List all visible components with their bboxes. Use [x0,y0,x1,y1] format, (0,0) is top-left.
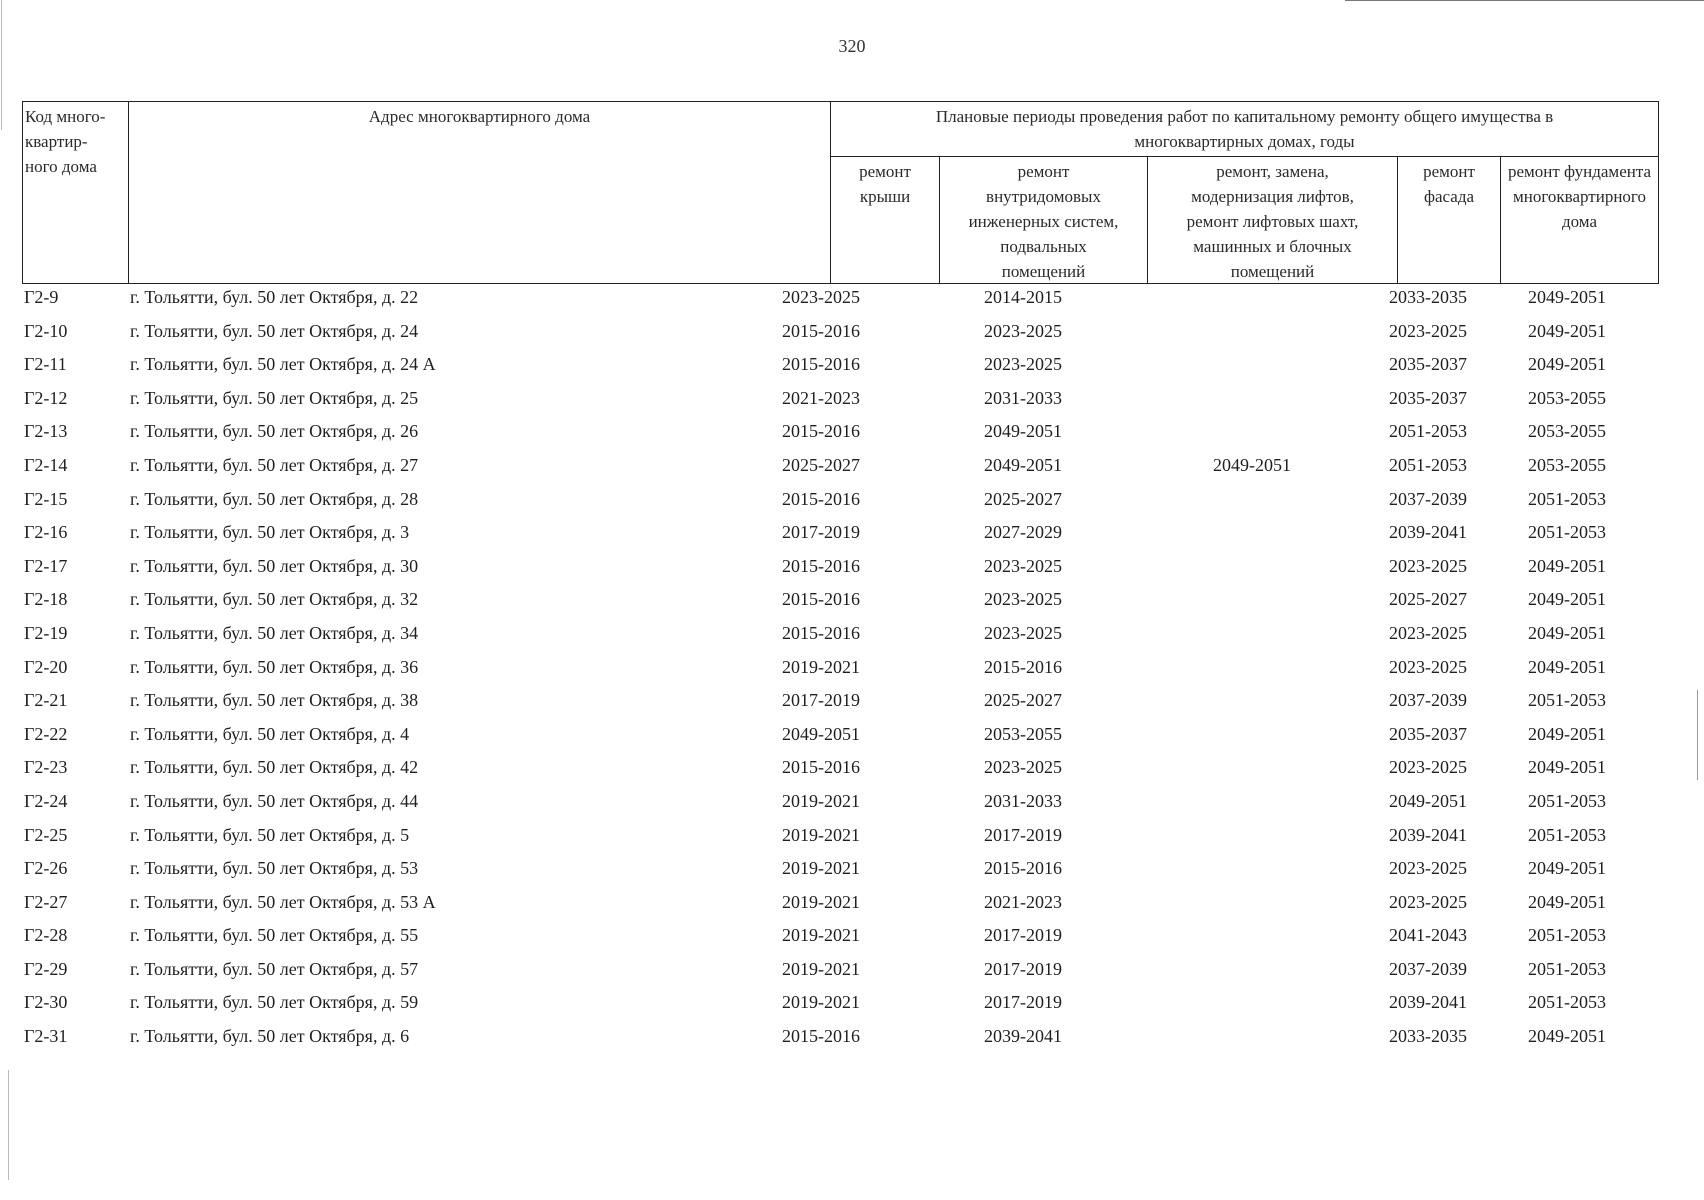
cell-facade: 2023-2025 [1389,656,1467,677]
cell-address: г. Тольятти, бул. 50 лет Октября, д. 22 [130,287,419,307]
cell-foundation: 2053-2055 [1528,421,1606,442]
cell-code: Г2-16 [24,522,68,543]
cell-code: Г2-12 [24,387,68,408]
table-row [22,989,1659,1023]
header-engineering-line: внутридомовых [986,187,1101,206]
cell-engineering: 2023-2025 [984,622,1062,643]
cell-code: Г2-11 [24,354,67,375]
cell-foundation: 2049-2051 [1528,1026,1606,1047]
cell-code: Г2-28 [24,925,68,946]
cell-roof: 2019-2021 [782,891,860,912]
header-lifts-line: модернизация лифтов, [1191,187,1354,206]
cell-facade: 2037-2039 [1389,488,1467,509]
table-header [22,101,1659,284]
cell-engineering: 2031-2033 [984,790,1062,811]
table-row [22,754,1659,788]
cell-address: г. Тольятти, бул. 50 лет Октября, д. 53 [130,858,419,879]
table-row [22,385,1659,419]
scan-artifact-edge [8,1070,9,1180]
header-address-label: Адрес многоквартирного дома [368,107,591,126]
header-foundation [1500,156,1659,284]
cell-roof: 2015-2016 [782,622,860,643]
cell-address: г. Тольятти, бул. 50 лет Октября, д. 32 [130,589,419,610]
cell-code: Г2-13 [24,421,68,442]
header-foundation-line: дома [1561,212,1597,231]
cell-facade: 2023-2025 [1389,858,1467,879]
cell-address: г. Тольятти, бул. 50 лет Октября, д. 5 [130,824,410,845]
header-lifts [1147,156,1398,284]
cell-engineering: 2025-2027 [984,690,1062,711]
cell-foundation: 2051-2053 [1528,522,1606,543]
cell-foundation: 2049-2051 [1528,622,1606,643]
cell-engineering: 2017-2019 [984,958,1062,979]
cell-roof: 2019-2021 [782,824,860,845]
cell-roof: 2015-2016 [782,757,860,778]
cell-engineering: 2015-2016 [984,858,1062,879]
table-body [22,284,1659,1057]
table-row [22,284,1659,318]
header-code-line: Код много- [25,107,106,126]
cell-roof: 2019-2021 [782,925,860,946]
table-row [22,519,1659,553]
cell-foundation: 2049-2051 [1528,354,1606,375]
cell-code: Г2-29 [24,958,68,979]
cell-engineering: 2027-2029 [984,522,1062,543]
cell-code: Г2-30 [24,992,68,1013]
table-row [22,922,1659,956]
cell-engineering: 2021-2023 [984,891,1062,912]
cell-engineering: 2025-2027 [984,488,1062,509]
cell-address: г. Тольятти, бул. 50 лет Октября, д. 44 [130,790,419,811]
cell-foundation: 2049-2051 [1528,723,1606,744]
header-lifts-line: машинных и блочных [1193,237,1352,256]
cell-facade: 2035-2037 [1389,723,1467,744]
table-row [22,351,1659,385]
cell-address: г. Тольятти, бул. 50 лет Октября, д. 53 А [130,891,436,912]
cell-facade: 2035-2037 [1389,354,1467,375]
cell-facade: 2023-2025 [1389,320,1467,341]
cell-foundation: 2053-2055 [1528,454,1606,475]
cell-roof: 2019-2021 [782,656,860,677]
header-lifts-line: ремонт, замена, [1216,162,1329,181]
cell-foundation: 2051-2053 [1528,958,1606,979]
header-periods [830,101,1659,157]
cell-facade: 2033-2035 [1389,287,1467,307]
cell-facade: 2025-2027 [1389,589,1467,610]
header-lifts-line: ремонт лифтовых шахт, [1186,212,1359,231]
cell-foundation: 2051-2053 [1528,925,1606,946]
cell-address: г. Тольятти, бул. 50 лет Октября, д. 42 [130,757,419,778]
cell-engineering: 2023-2025 [984,589,1062,610]
cell-roof: 2015-2016 [782,555,860,576]
cell-address: г. Тольятти, бул. 50 лет Октября, д. 38 [130,690,419,711]
table-row [22,586,1659,620]
cell-code: Г2-31 [24,1026,68,1047]
cell-address: г. Тольятти, бул. 50 лет Октября, д. 24 А [130,354,436,375]
cell-address: г. Тольятти, бул. 50 лет Октября, д. 28 [130,488,419,509]
cell-foundation: 2051-2053 [1528,992,1606,1013]
cell-foundation: 2053-2055 [1528,387,1606,408]
cell-foundation: 2049-2051 [1528,320,1606,341]
cell-engineering: 2017-2019 [984,824,1062,845]
cell-roof: 2019-2021 [782,790,860,811]
cell-code: Г2-9 [24,287,59,307]
cell-engineering: 2017-2019 [984,925,1062,946]
cell-foundation: 2051-2053 [1528,488,1606,509]
table-row [22,721,1659,755]
cell-address: г. Тольятти, бул. 50 лет Октября, д. 27 [130,454,419,475]
cell-foundation: 2051-2053 [1528,824,1606,845]
cell-roof: 2019-2021 [782,958,860,979]
cell-roof: 2021-2023 [782,387,860,408]
cell-engineering: 2023-2025 [984,320,1062,341]
cell-code: Г2-21 [24,690,68,711]
cell-roof: 2015-2016 [782,488,860,509]
header-engineering-line: ремонт [1017,162,1070,181]
table-row [22,822,1659,856]
cell-roof: 2015-2016 [782,320,860,341]
cell-foundation: 2049-2051 [1528,858,1606,879]
table-row [22,452,1659,486]
cell-code: Г2-10 [24,320,68,341]
scan-artifact-line [1345,0,1704,1]
cell-roof: 2025-2027 [782,454,860,475]
cell-foundation: 2049-2051 [1528,656,1606,677]
table-row [22,418,1659,452]
cell-roof: 2017-2019 [782,522,860,543]
cell-roof: 2015-2016 [782,354,860,375]
cell-engineering: 2023-2025 [984,354,1062,375]
cell-engineering: 2039-2041 [984,1026,1062,1047]
header-engineering-line: помещений [1001,262,1086,281]
cell-code: Г2-19 [24,622,68,643]
cell-code: Г2-15 [24,488,68,509]
cell-facade: 2039-2041 [1389,824,1467,845]
header-foundation-line: ремонт фундамента [1507,162,1652,181]
header-foundation-line: многоквартирного [1513,187,1646,206]
cell-engineering: 2014-2015 [984,287,1062,307]
cell-foundation: 2049-2051 [1528,287,1606,307]
table-row [22,620,1659,654]
cell-address: г. Тольятти, бул. 50 лет Октября, д. 36 [130,656,419,677]
cell-code: Г2-24 [24,790,68,811]
table-row [22,654,1659,688]
cell-address: г. Тольятти, бул. 50 лет Октября, д. 3 [130,522,410,543]
cell-foundation: 2049-2051 [1528,891,1606,912]
header-engineering-line: подвальных [1000,237,1087,256]
cell-facade: 2037-2039 [1389,958,1467,979]
cell-code: Г2-17 [24,555,68,576]
cell-roof: 2015-2016 [782,421,860,442]
cell-foundation: 2051-2053 [1528,690,1606,711]
table-row [22,318,1659,352]
cell-code: Г2-20 [24,656,68,677]
cell-address: г. Тольятти, бул. 50 лет Октября, д. 34 [130,622,419,643]
cell-facade: 2035-2037 [1389,387,1467,408]
cell-code: Г2-26 [24,858,68,879]
cell-foundation: 2049-2051 [1528,589,1606,610]
cell-address: г. Тольятти, бул. 50 лет Октября, д. 55 [130,925,419,946]
scan-artifact-edge [1,0,2,130]
cell-engineering: 2017-2019 [984,992,1062,1013]
cell-facade: 2039-2041 [1389,992,1467,1013]
header-facade-line: фасада [1423,187,1475,206]
header-roof [830,156,940,284]
header-periods-line: многоквартирных домах, годы [1134,132,1355,151]
table-row [22,956,1659,990]
table-row [22,788,1659,822]
cell-roof: 2019-2021 [782,858,860,879]
cell-roof: 2019-2021 [782,992,860,1013]
cell-lifts: 2049-2051 [1213,454,1291,475]
cell-address: г. Тольятти, бул. 50 лет Октября, д. 25 [130,387,419,408]
cell-code: Г2-22 [24,723,68,744]
cell-foundation: 2051-2053 [1528,790,1606,811]
header-periods-line: Плановые периоды проведения работ по капитальному ремонту общего имущества в [935,107,1554,126]
table-row [22,1023,1659,1057]
cell-address: г. Тольятти, бул. 50 лет Октября, д. 57 [130,958,419,979]
cell-address: г. Тольятти, бул. 50 лет Октября, д. 6 [130,1026,410,1047]
header-engineering [939,156,1148,284]
cell-address: г. Тольятти, бул. 50 лет Октября, д. 30 [130,555,419,576]
scan-artifact-edge [1697,690,1698,780]
page-number: 320 [838,36,866,56]
table-row [22,889,1659,923]
cell-facade: 2023-2025 [1389,555,1467,576]
cell-facade: 2023-2025 [1389,757,1467,778]
cell-roof: 2049-2051 [782,723,860,744]
header-roof-line: ремонт [859,162,911,181]
cell-foundation: 2049-2051 [1528,757,1606,778]
header-code [22,101,129,284]
cell-engineering: 2049-2051 [984,421,1062,442]
cell-engineering: 2023-2025 [984,555,1062,576]
header-code-line: ного дома [25,157,97,176]
cell-roof: 2015-2016 [782,1026,860,1047]
table-row [22,855,1659,889]
table-row [22,553,1659,587]
cell-facade: 2037-2039 [1389,690,1467,711]
cell-facade: 2039-2041 [1389,522,1467,543]
header-address [128,101,831,284]
header-engineering-line: инженерных систем, [968,212,1119,231]
cell-engineering: 2015-2016 [984,656,1062,677]
cell-roof: 2015-2016 [782,589,860,610]
cell-engineering: 2023-2025 [984,757,1062,778]
cell-roof: 2017-2019 [782,690,860,711]
cell-address: г. Тольятти, бул. 50 лет Октября, д. 59 [130,992,419,1013]
cell-code: Г2-14 [24,454,68,475]
header-facade [1397,156,1501,284]
cell-engineering: 2031-2033 [984,387,1062,408]
cell-code: Г2-25 [24,824,68,845]
cell-address: г. Тольятти, бул. 50 лет Октября, д. 4 [130,723,410,744]
cell-engineering: 2049-2051 [984,454,1062,475]
cell-address: г. Тольятти, бул. 50 лет Октября, д. 24 [130,320,419,341]
cell-code: Г2-18 [24,589,68,610]
cell-facade: 2049-2051 [1389,790,1467,811]
cell-engineering: 2053-2055 [984,723,1062,744]
cell-address: г. Тольятти, бул. 50 лет Октября, д. 26 [130,421,419,442]
cell-facade: 2023-2025 [1389,622,1467,643]
table-row [22,486,1659,520]
cell-facade: 2023-2025 [1389,891,1467,912]
table-row [22,687,1659,721]
cell-facade: 2041-2043 [1389,925,1467,946]
header-facade-line: ремонт [1423,162,1475,181]
header-code-line: квартир- [25,132,88,151]
header-roof-line: крыши [859,187,911,206]
cell-facade: 2051-2053 [1389,454,1467,475]
cell-facade: 2051-2053 [1389,421,1467,442]
cell-code: Г2-27 [24,891,68,912]
cell-roof: 2023-2025 [782,287,860,307]
cell-code: Г2-23 [24,757,68,778]
cell-facade: 2033-2035 [1389,1026,1467,1047]
cell-foundation: 2049-2051 [1528,555,1606,576]
header-lifts-line: помещений [1230,262,1315,281]
